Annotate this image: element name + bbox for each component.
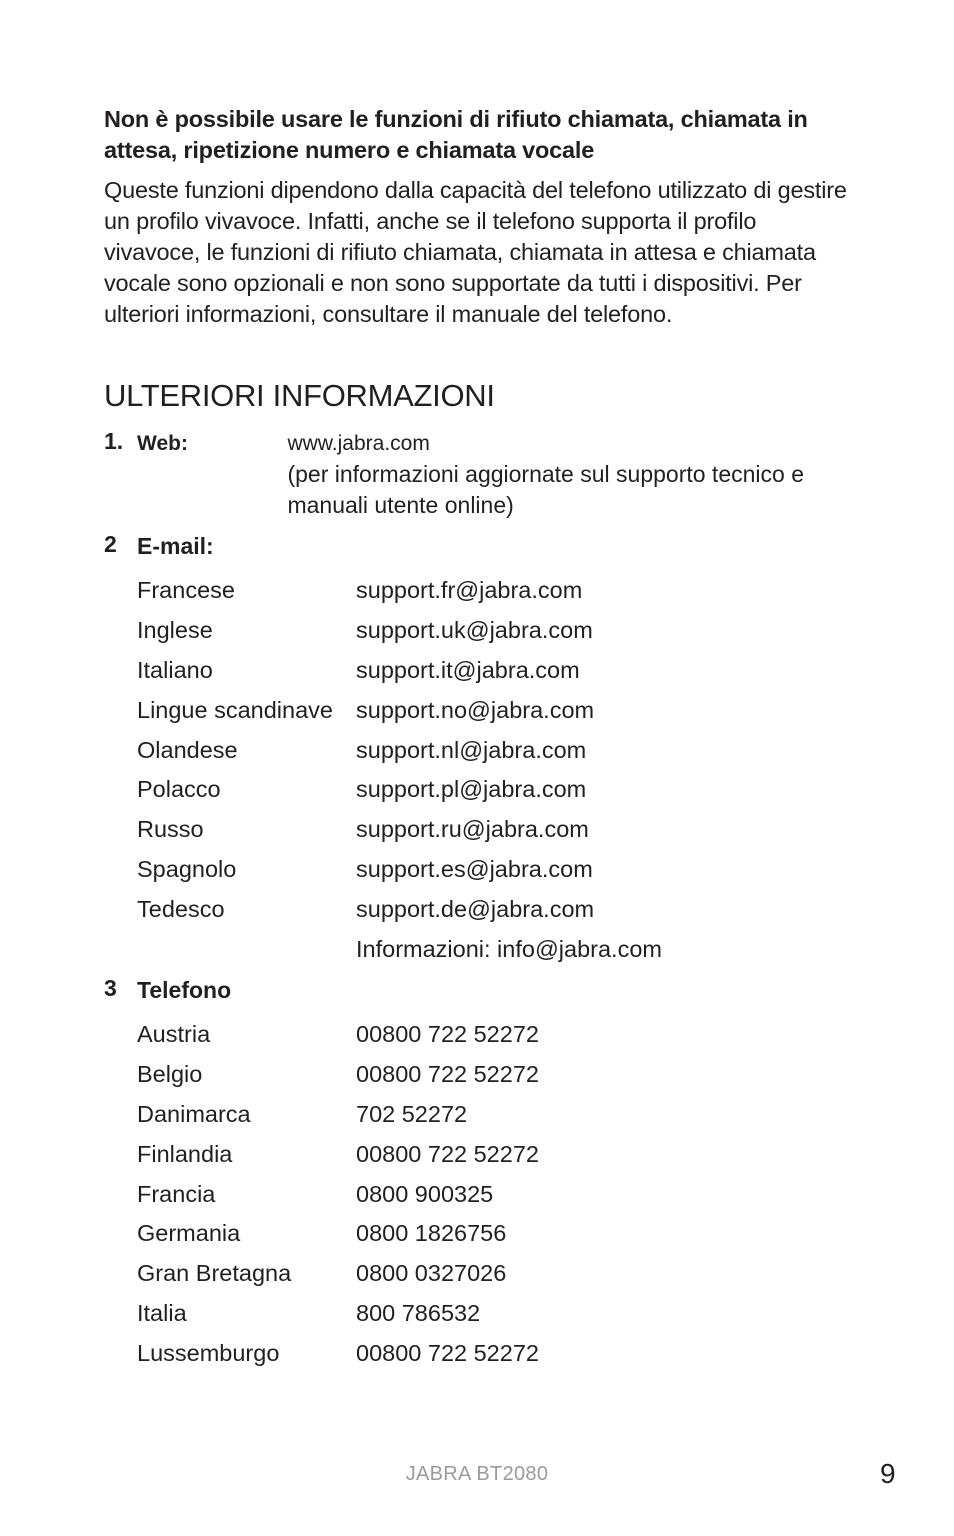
phone-number: 0800 1826756 xyxy=(356,1220,507,1247)
item-number-email: 2 xyxy=(104,531,117,557)
email-link[interactable]: support.no@jabra.com xyxy=(356,696,595,723)
faq-heading: Non è possibile usare le funzioni di rifiuto chiamata, chiamata in attesa, ripetizione numero e chiamata vocale xyxy=(104,106,808,163)
section-title: ULTERIORI INFORMAZIONI xyxy=(104,378,495,413)
phone-table xyxy=(137,1015,854,1373)
email-link[interactable]: support.es@jabra.com xyxy=(356,855,593,882)
email-table xyxy=(137,571,854,969)
phone-number: 00800 722 52272 xyxy=(356,1140,539,1167)
web-item xyxy=(104,428,854,521)
email-label: E-mail: xyxy=(137,533,214,559)
item-number-web: 1. xyxy=(104,428,124,454)
table-row: Tedesco support.de@jabra.com xyxy=(137,895,595,922)
phone-number: 0800 0327026 xyxy=(356,1260,507,1287)
phone-item xyxy=(104,975,854,1373)
table-row xyxy=(137,929,854,969)
table-row: Gran Bretagna 0800 0327026 xyxy=(137,1260,507,1287)
table-row: Francia 0800 900325 xyxy=(137,1180,494,1207)
table-row: Germania 0800 1826756 xyxy=(137,1220,507,1247)
table-row: Polacco support.pl@jabra.com xyxy=(137,776,587,803)
table-row: Inglese support.uk@jabra.com xyxy=(137,617,593,644)
table-row: Lingue scandinave support.no@jabra.com xyxy=(137,696,595,723)
item-number-phone: 3 xyxy=(104,974,117,1001)
email-link[interactable]: support.nl@jabra.com xyxy=(356,736,587,763)
table-row: Olandese support.nl@jabra.com xyxy=(137,736,587,763)
email-link[interactable]: support.de@jabra.com xyxy=(356,895,595,922)
page-content xyxy=(104,104,854,1373)
web-label: Web: xyxy=(137,432,188,455)
phone-number: 00800 722 52272 xyxy=(356,1061,539,1088)
table-row: Austria 00800 722 52272 xyxy=(137,1021,539,1048)
footer-product-name: JABRA BT2080 xyxy=(405,1463,549,1485)
phone-number: 800 786532 xyxy=(356,1299,481,1326)
email-link[interactable]: support.ru@jabra.com xyxy=(356,816,589,843)
table-row: Francese support.fr@jabra.com xyxy=(137,577,583,604)
table-row: Italiano support.it@jabra.com xyxy=(137,656,580,683)
web-note: (per informazioni aggiornate sul supporto tecnico e manuali utente online) xyxy=(287,461,804,518)
table-row: Belgio 00800 722 52272 xyxy=(137,1061,539,1088)
phone-number: 702 52272 xyxy=(356,1100,468,1127)
table-row: Russo support.ru@jabra.com xyxy=(137,816,589,843)
phone-number: 00800 722 52272 xyxy=(356,1339,539,1366)
phone-number: 0800 900325 xyxy=(356,1180,494,1207)
table-row: Lussemburgo 00800 722 52272 xyxy=(137,1339,539,1366)
web-url-link[interactable]: www.jabra.com xyxy=(287,432,430,455)
email-link[interactable]: support.it@jabra.com xyxy=(356,656,580,683)
email-link[interactable]: support.uk@jabra.com xyxy=(356,617,593,644)
phone-label: Telefono xyxy=(137,976,232,1003)
info-email[interactable]: Informazioni: info@jabra.com xyxy=(356,935,662,962)
table-row: Spagnolo support.es@jabra.com xyxy=(137,855,593,882)
table-row: Italia 800 786532 xyxy=(137,1299,481,1326)
email-link[interactable]: support.pl@jabra.com xyxy=(356,776,587,803)
email-link[interactable]: support.fr@jabra.com xyxy=(356,577,583,604)
phone-number: 00800 722 52272 xyxy=(356,1021,539,1048)
email-item xyxy=(104,531,854,969)
page-number: 9 xyxy=(880,1458,896,1489)
faq-body: Queste funzioni dipendono dalla capacità del telefono utilizzato di gestire un profilo vivavoce. Infatti, anche se il telefono supporta il profilo vivavoce, le funzioni di rifiuto chiamata, chiamata in attesa e chiamata vocale sono opzionali e non sono supportate da tutti i dispositivi. Per ulteriori informazioni, consultare il manuale del telefono. xyxy=(104,177,847,327)
table-row: Danimarca 702 52272 xyxy=(137,1100,468,1127)
table-row: Finlandia 00800 722 52272 xyxy=(137,1140,539,1167)
